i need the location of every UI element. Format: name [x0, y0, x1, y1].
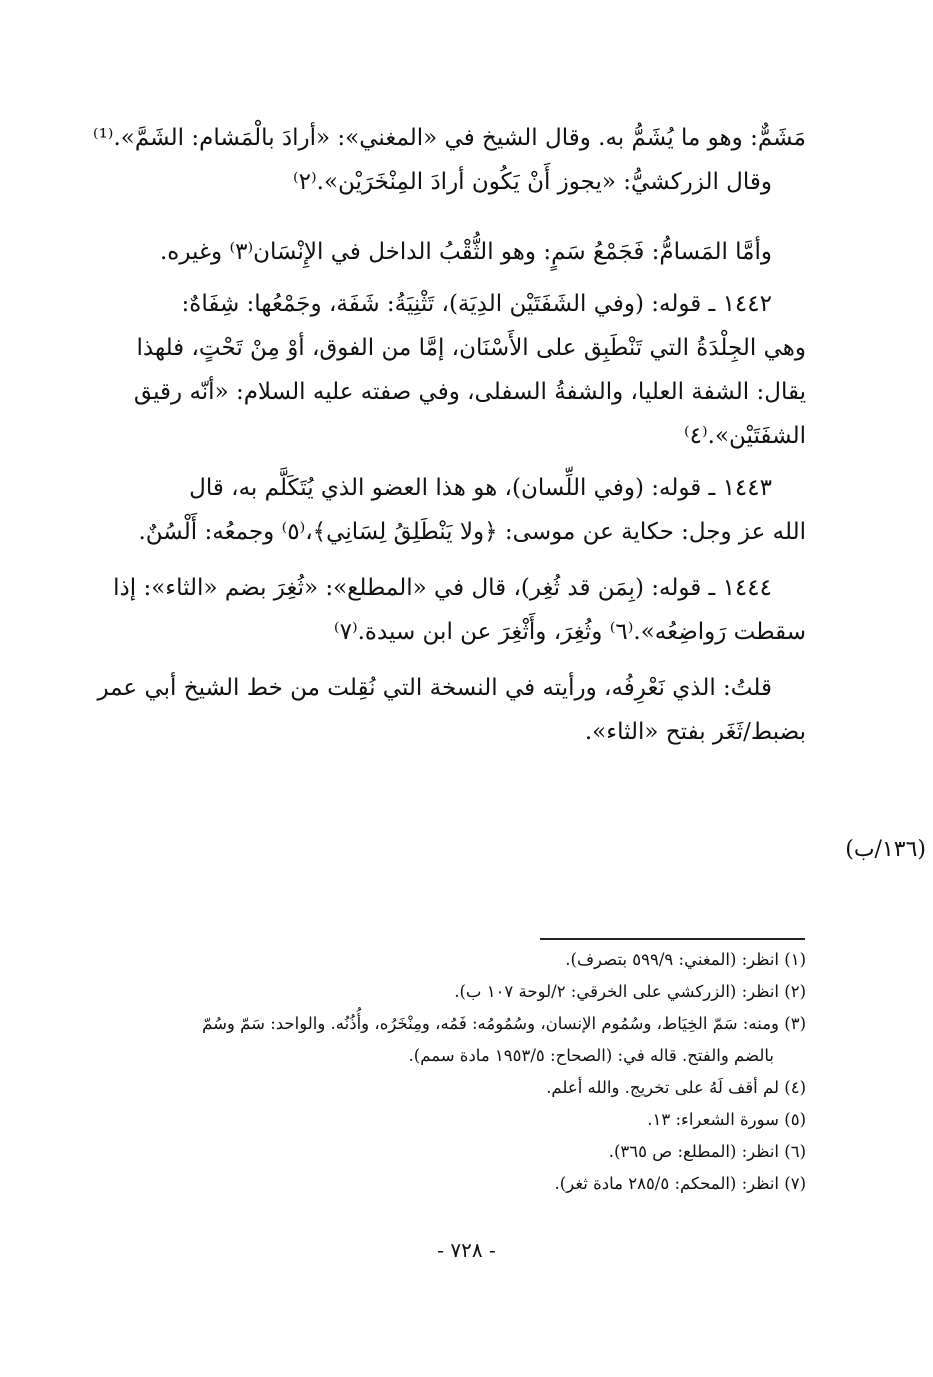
footnote: (٢) انظر: (الزركشي على الخرقي: ٢/لوحة ١٠٧ ب). — [454, 982, 806, 1001]
footnote: (٤) لم أقف لَهُ على تخريج. والله أعلم. — [546, 1078, 806, 1097]
footnote: (٥) سورة الشعراء: ١٣. — [647, 1110, 806, 1129]
footnote: (٦) انظر: (المطلع: ص ٣٦٥). — [608, 1142, 806, 1161]
text-line: ١٤٤٣ ـ قوله: (وفي اللِّسان)، هو هذا العضو الذي يُتَكَلَّم به، قال — [189, 475, 772, 501]
footnotes — [150, 946, 806, 1202]
footnote-divider — [540, 938, 805, 940]
text-line: يقال: الشفة العليا، والشفةُ السفلى، وفي صفته عليه السلام: «أنّه رقيق — [133, 379, 806, 405]
page-number: - ٧٢٨ - — [437, 1238, 496, 1262]
text-line: سقطت رَواضِعُه».⁽٦⁾ وثُغِرَ، وأَثْغِرَ عن ابن سيدة.⁽٧⁾ — [333, 619, 806, 645]
footnote: (٣) ومنه: سَمّ الخِيَاط، وسُمُوم الإنسان، وسُمُومُه: فَمُه، ومِنْخَرُه، وأُذُنُه. والواحد: سَمّ وسُمّ — [202, 1014, 806, 1033]
main-text — [92, 118, 806, 756]
text-line: الشفَتَيْن».⁽٤⁾ — [684, 423, 806, 449]
text-line: قلتُ: الذي نَعْرِفُه، ورأيته في النسخة التي نُقِلت من خط الشيخ أبي عمر — [97, 675, 772, 701]
text-line: وهي الجِلْدَةُ التي تَنْطَبِق على الأَسْنَان، إمَّا من الفوق، أوْ مِنْ تَحْتٍ، فلهذا — [136, 335, 806, 361]
text-line: ١٤٤٤ ـ قوله: (بِمَن قد ثُغِر)، قال في «المطلع»: «ثُغِرَ بضم «الثاء»: إذا — [113, 575, 772, 601]
footnote-continuation: بالضم والفتح. قاله في: (الصحاح: ١٩٥٣/٥ مادة سمم). — [408, 1046, 774, 1065]
footnote: (١) انظر: (المغني: ٥٩٩/٩ بتصرف). — [565, 950, 806, 969]
folio-margin-note: (١٣٦/ب) — [845, 837, 926, 862]
text-line: الله عز وجل: حكاية عن موسى: ﴿ولا يَنْطَلِقُ لِسَانِي﴾،⁽٥⁾ وجمعُه: أَلْسُنٌ. — [138, 519, 806, 545]
text-line: بضبط/ثَغَر بفتح «الثاء». — [584, 719, 806, 745]
text-line: وأمَّا المَسامُّ: فَجَمْعُ سَمٍ: وهو الثُّقْبُ الداخل في الإِنْسَان⁽٣⁾ وغيره. — [160, 239, 772, 265]
text-line: وقال الزركشيُّ: «يجوز أَنْ يَكُون أرادَ المِنْخَرَيْن».⁽٢⁾ — [293, 169, 772, 195]
text-line: مَشَمٌّ: وهو ما يُشَمُّ به. وقال الشيخ في «المغني»: «أرادَ بالْمَشام: الشَمَّ».⁽¹⁾ — [92, 125, 806, 151]
text-line: ١٤٤٢ ـ قوله: (وفي الشَفَتَيْن الدِيَة)، تَثْنِيَةُ: شَفَة، وجَمْعُها: شِفَاهٌ: — [181, 291, 772, 317]
footnote: (٧) انظر: (المحكم: ٢٨٥/٥ مادة ثغر). — [554, 1174, 806, 1193]
